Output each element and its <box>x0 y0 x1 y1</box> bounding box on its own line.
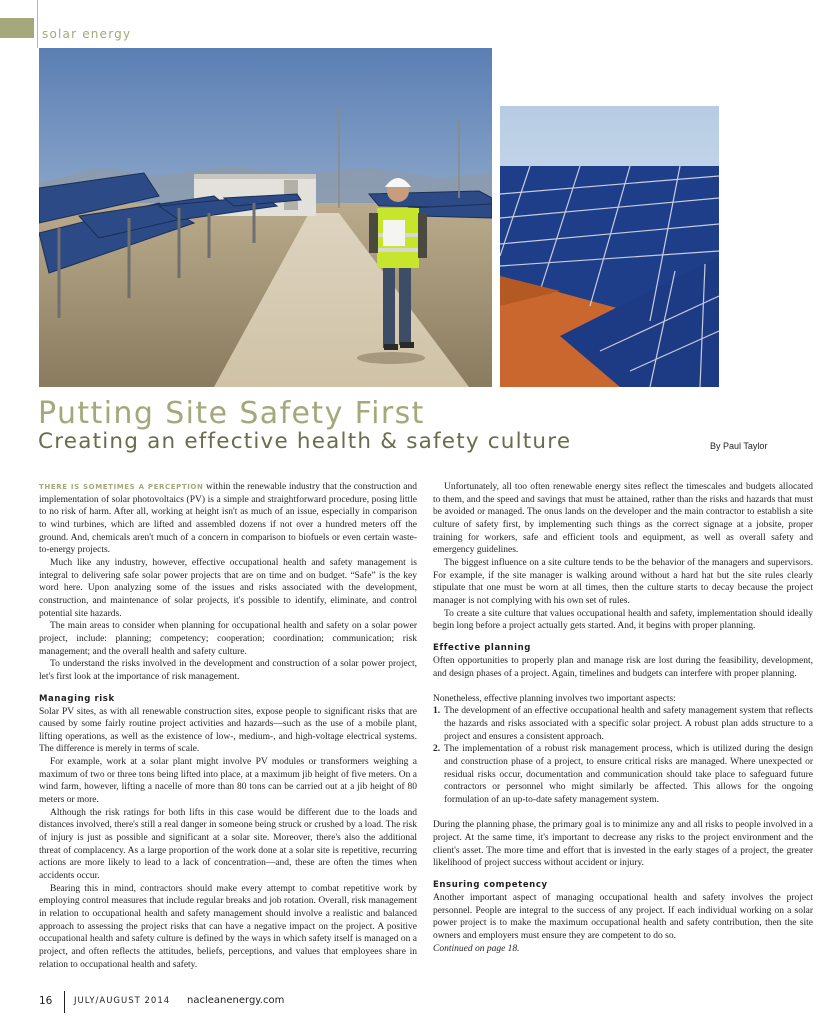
paragraph: Another important aspect of managing occupational health and safety involves the project personnel. People are integral to the success of any project. If each individual working on a solar power project is to make the maximum occupational health and safety contribution, then the site owners and employers must ensure they are competent to do so. <box>433 893 813 941</box>
paragraph: The main areas to consider when planning for occupational health and safety on a solar power project, include: planning; competency; cooperation; coordination; communication; risk management; and the overall health and safety culture. <box>39 621 417 657</box>
paragraph: Nonetheless, effective planning involves two important aspects: <box>433 693 676 704</box>
paragraph <box>39 481 417 557</box>
section-tab-block <box>0 18 34 38</box>
paragraph: For example, work at a solar plant might involve PV modules or transformers weighing a maximum of two or three tons being lifted into place, at a maximum jib height of five meters. On a wind farm, however, lifting a nacelle of more than 80 tons can be carried out at a jib height of 80 meters or more. <box>39 757 417 806</box>
solar-farm-worker-photo <box>39 48 492 387</box>
paragraph: The biggest influence on a site culture tends to be the behavior of the managers and supervisors. For example, if the site manager is walking around without a hard hat but the site rules clearly stipulate that one must be worn at all times, then the culture starts to decay because the project manager is not complying with his own set of rules. <box>433 557 813 606</box>
list-text: The implementation of a robust risk management process, which is utilized during the design and construction phase of a project, to ensure critical risks are managed. Where unexpected or residual risks occur, documentation and communication should take place to safeguard future contractors or personnel who might similarly be affected. This allows for the ongoing formulation of an up-to-date safety management system. <box>444 744 813 806</box>
article-subtitle: Creating an effective health & safety culture <box>38 429 572 454</box>
list-text: The development of an effective occupational health and safety management system that reflects the hazards and risks associated with a specific solar project. A robust plan adds structure to a project and ensures a consistent approach. <box>444 706 813 742</box>
lead-in: THERE IS SOMETIMES A PERCEPTION <box>39 483 204 491</box>
section-label: solar energy <box>42 27 132 41</box>
article-byline: By Paul Taylor <box>710 441 768 451</box>
paragraph: Often opportunities to properly plan and manage risk are lost during the feasibility, development, and design phases of a project. Again, timelines and budgets can interfere with proper planning. <box>433 655 813 679</box>
paragraph: To create a site culture that values occupational health and safety, implementation should ideally begin long before a project actually gets started. And, it begins with proper planning. <box>433 608 813 632</box>
paragraph: Although the risk ratings for both lifts in this case would be different due to the loads and distances involved, there's still a real danger in someone being struck or crushed by a load. The risk of injury is just as possible and significant at a solar site. Moreover, there's also the additional threat of complacency. As a large proportion of the work done at a solar site is repetitive, recurring actions are more likely to lead to a lack of concentration—and, these are often the times when accidents occur. <box>39 807 418 882</box>
article-column-right <box>433 481 813 955</box>
website-link[interactable]: nacleanenergy.com <box>187 995 285 1006</box>
solar-panel-array-photo <box>500 106 719 387</box>
list-number: 2. <box>433 744 441 755</box>
footer-divider <box>64 991 65 1013</box>
paragraph-text: within the renewable industry that the construction and implementation of solar photovoltaics (PV) is a simple and straightforward procedure, posing little to no risk of harm. After all, working at height isn't as much of an issue, especially in comparison to wind turbines, which are lifted and assembled dozens if not over a hundred meters off the ground. And, chemicals aren't much of a concern in comparison to biofuels or even certain waste-to-energy projects. <box>39 482 417 556</box>
list-number: 1. <box>433 706 441 717</box>
paragraph: Much like any industry, however, effective occupational health and safety management is integral to delivering safe solar power projects that are on time and on budget. “Safe” is the key word here. Upon analyzing some of the issues and risks associated with the development, construction, and maintenance of solar projects, it's possible to identify, eliminate, and control potential site hazards. <box>39 557 417 619</box>
article-column-left <box>39 481 417 971</box>
list-item <box>433 743 813 806</box>
article-title: Putting Site Safety First <box>38 396 425 431</box>
issue-date: JULY/AUGUST 2014 <box>74 996 171 1006</box>
section-tab-rule <box>37 0 38 48</box>
continued-note: Continued on page 18. <box>433 943 520 954</box>
paragraph: Bearing this in mind, contractors should make every attempt to combat repetitive work by employing control measures that include regular breaks and job rotation. Overall, risk management in relation to occupational health and safety management should involve a realistic and balanced approach to assessing the project risks that can have a negative impact on the project. A positive occupational health and safety culture is defined by the ways in which safety itself is managed on a project, and often reflects the attitudes, beliefs, perceptions, and values that employees share in relation to occupational health and safety. <box>39 883 417 970</box>
paragraph: Unfortunately, all too often renewable energy sites reflect the timescales and budgets allocated to them, and the speed and savings that must be attained, rather than the risks and hazards that must be avoided or managed. The onus lands on the developer and the main contractor to establish a site culture of safety first, by implementing such things as the correct signage at a jobsite, proper training for workers, safe and efficient tools and equipment, as well as overall safety and emergency guidelines. <box>433 482 813 556</box>
section-heading-competency: Ensuring competency <box>433 880 548 890</box>
paragraph: Solar PV sites, as with all renewable construction sites, expose people to significant risks that are caused by some fairly routine project activities and hazards—such as the use of a mobile plant, lifting operations, as well as the existence of low-, medium-, and high-voltage electrical systems. The difference is merely in terms of scale. <box>39 706 417 755</box>
paragraph: During the planning phase, the primary goal is to minimize any and all risks to people involved in a project. At the same time, it's important to decrease any risks to the project environment and the client's asset. The more time and effort that is invested in the early stages of a project, the greater likelihood of project success without accident or injury. <box>433 820 813 869</box>
list-item <box>433 705 813 743</box>
page-number: 16 <box>39 995 53 1007</box>
section-heading-planning: Effective planning <box>433 642 531 653</box>
paragraph: To understand the risks involved in the development and construction of a solar power project, let's first look at the importance of risk management. <box>39 659 417 682</box>
section-heading-risk: Managing risk <box>39 693 115 704</box>
